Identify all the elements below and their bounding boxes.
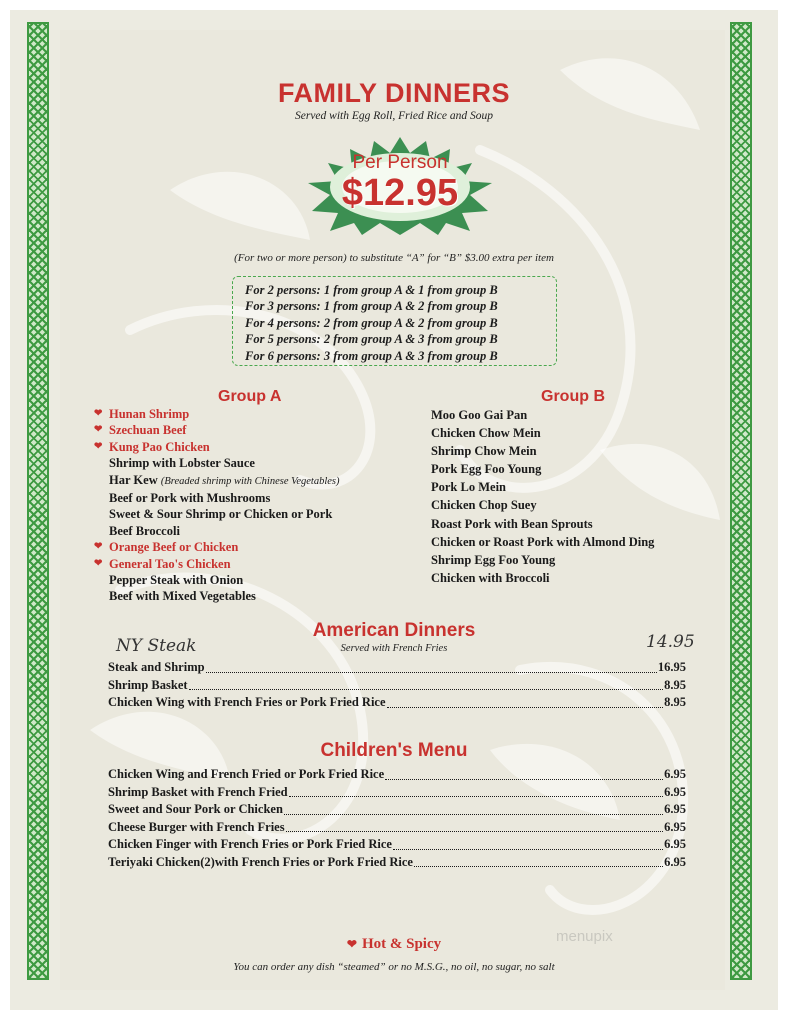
persons-rule: For 3 persons: 1 from group A & 2 from group B	[245, 299, 498, 314]
price-badge-label: Per Person	[352, 152, 448, 173]
group-a-title: Group A	[218, 388, 282, 405]
hot-spicy-icon: ❤	[94, 541, 103, 553]
menu-item: Beef with Mixed Vegetables	[109, 589, 256, 604]
priced-menu-row: Cheese Burger with French Fries 6.95	[108, 819, 686, 837]
group-b-title: Group B	[541, 388, 605, 405]
persons-selection-box	[232, 276, 557, 366]
menu-item: Shrimp Egg Foo Young	[431, 552, 556, 567]
priced-menu-row: Steak and Shrimp 16.95	[108, 659, 686, 677]
hot-spicy-legend: ❤ Hot & Spicy	[346, 936, 442, 952]
menu-item: Roast Pork with Bean Sprouts	[431, 516, 593, 531]
right-decorative-border	[730, 22, 752, 980]
menu-price: 6.95	[664, 819, 686, 834]
priced-menu-row: Chicken Finger with French Fries or Pork Fried Rice 6.95	[108, 836, 686, 854]
american-dinners-subtitle: Served with French Fries	[340, 643, 448, 654]
menu-item: Chicken or Roast Pork with Almond Ding	[431, 534, 655, 549]
childrens-menu-title: Children's Menu	[320, 740, 468, 761]
menu-item: Pork Egg Foo Young	[431, 462, 542, 477]
menu-item: Beef Broccoli	[109, 523, 180, 538]
menu-item-note: (Breaded shrimp with Chinese Vegetables)	[160, 475, 340, 487]
hot-spicy-icon: ❤	[94, 424, 103, 436]
menu-item: Shrimp Chow Mein	[431, 444, 537, 459]
menu-item: ❤ General Tao's Chicken	[94, 556, 231, 571]
priced-menu-row: Sweet and Sour Pork or Chicken 6.95	[108, 801, 686, 819]
menu-item: ❤ Orange Beef or Chicken	[94, 540, 239, 555]
watermark-logo: menupix	[556, 928, 613, 945]
group-a-list	[94, 406, 340, 605]
hot-spicy-icon: ❤	[94, 440, 103, 452]
persons-rule: For 6 persons: 3 from group A & 3 from group B	[245, 348, 498, 363]
substitute-note: (For two or more person) to substitute “A” for “B” $3.00 extra per item	[234, 252, 554, 264]
american-dinners-title: American Dinners	[312, 620, 476, 641]
menu-item: Chicken with Broccoli	[431, 570, 550, 585]
menu-item: ❤ Kung Pao Chicken	[94, 439, 210, 454]
menu-item: Pepper Steak with Onion	[109, 573, 244, 588]
page-title: FAMILY DINNERS	[277, 78, 511, 108]
priced-menu-row: Chicken Wing and French Fried or Pork Fried Rice 6.95	[108, 766, 686, 784]
menu-price: 6.95	[664, 767, 686, 781]
menu-item: Beef or Pork with Mushrooms	[109, 491, 271, 506]
priced-menu-row: Teriyaki Chicken(2)with French Fries or Pork Fried Rice 6.95	[108, 854, 686, 872]
menu-price: 16.95	[657, 660, 686, 674]
childrens-menu-list	[108, 766, 686, 871]
persons-rule: For 2 persons: 1 from group A & 1 from group B	[245, 283, 498, 297]
menu-item: Sweet & Sour Shrimp or Chicken or Pork	[109, 507, 333, 522]
priced-menu-row: Shrimp Basket with French Fried 6.95	[108, 784, 686, 802]
menu-price: 6.95	[664, 854, 686, 869]
menu-item: Chicken Chow Mein	[431, 426, 541, 441]
menu-item: Shrimp with Lobster Sauce	[109, 456, 255, 471]
persons-rule: For 4 persons: 2 from group A & 2 from group B	[245, 315, 498, 330]
handwritten-note-price: 14.95	[646, 632, 695, 652]
priced-menu-row: Chicken Wing with French Fries or Pork Fried Rice 8.95	[108, 694, 686, 712]
menu-price: 6.95	[664, 802, 686, 816]
menu-item: Chicken Chop Suey	[431, 498, 537, 513]
menu-price: 6.95	[664, 784, 686, 799]
footer-note: You can order any dish “steamed” or no M.S.G., no oil, no sugar, no salt	[233, 961, 555, 973]
hot-spicy-icon: ❤	[94, 408, 103, 419]
handwritten-note-item: NY Steak	[116, 636, 197, 656]
american-dinners-list	[108, 659, 686, 712]
menu-item: Pork Lo Mein	[431, 480, 506, 495]
menu-price: 8.95	[664, 677, 686, 692]
hot-spicy-icon: ❤	[346, 937, 357, 951]
menu-item: Moo Goo Gai Pan	[431, 408, 528, 422]
hot-spicy-icon: ❤	[94, 557, 103, 569]
menu-price: 6.95	[664, 837, 686, 851]
page-subtitle: Served with Egg Roll, Fried Rice and Soup	[294, 110, 493, 122]
left-decorative-border	[27, 22, 49, 980]
menu-item: ❤ Hunan Shrimp	[94, 407, 190, 421]
persons-rule: For 5 persons: 2 from group A & 3 from group B	[245, 332, 498, 347]
group-b-list	[431, 406, 654, 587]
menu-price: 8.95	[664, 695, 686, 709]
priced-menu-row: Shrimp Basket 8.95	[108, 677, 686, 695]
price-badge-price: $12.95	[341, 172, 459, 214]
menu-item: Har Kew (Breaded shrimp with Chinese Vegetables)	[109, 472, 340, 487]
menu-item: ❤ Szechuan Beef	[94, 423, 187, 438]
